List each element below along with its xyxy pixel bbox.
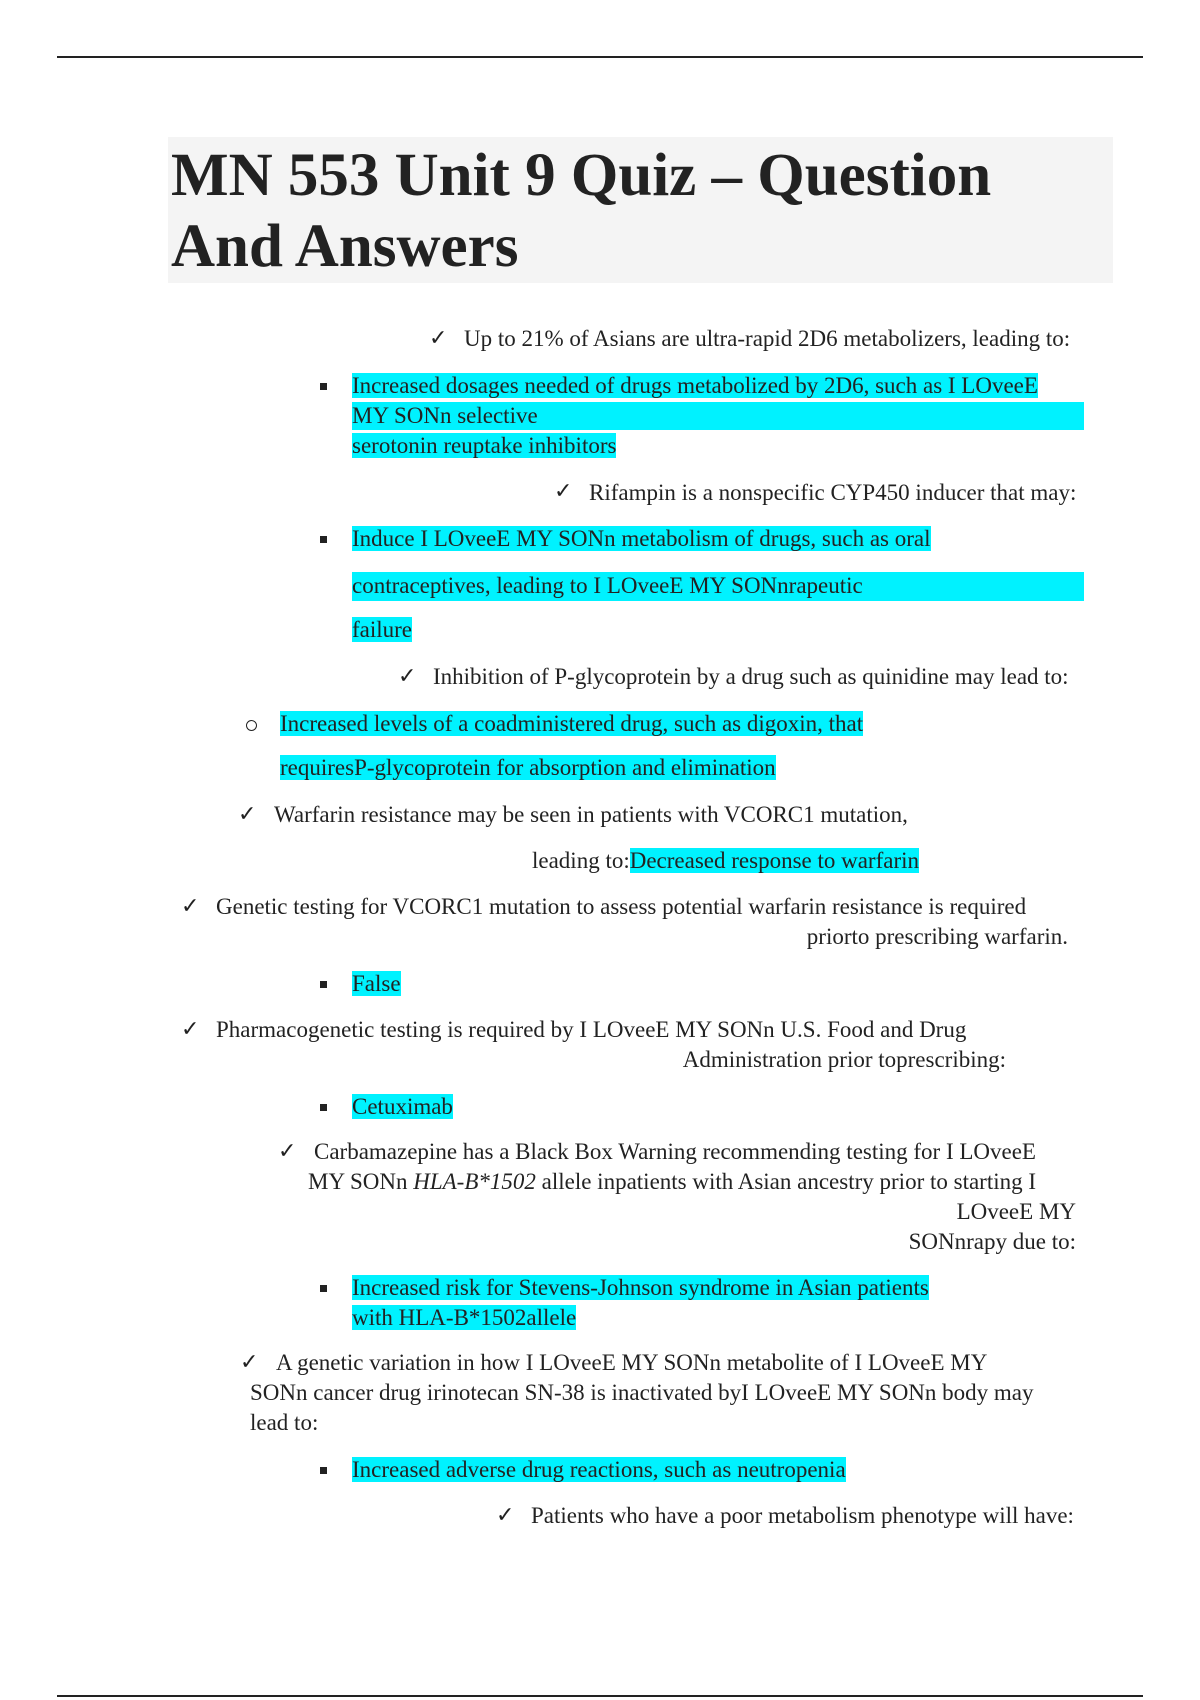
title-line-1: MN 553 Unit 9 Quiz – Question (171, 142, 992, 209)
answer-8: Increased adverse drug reactions, such as neutropenia (352, 1457, 846, 1482)
answer-3-line-1: Increased levels of a coadministered drug, such as digoxin, that (280, 711, 864, 736)
question-7-line-4: SONnrapy due to: (908, 1229, 1076, 1254)
question-5-line-1: Genetic testing for VCORC1 mutation to assess potential warfarin resistance is required (216, 894, 1027, 919)
answer-7-line-2: with HLA-B*1502allele (352, 1305, 577, 1330)
square-bullet-icon (320, 383, 327, 390)
check-icon: ✓ (554, 478, 573, 503)
answer-4: Decreased response to warfarin (629, 848, 920, 873)
square-bullet-icon (320, 536, 327, 543)
answer-1-line-2: MY SONn selective (352, 403, 538, 428)
square-bullet-icon (320, 981, 327, 988)
question-7-line-1: Carbamazepine has a Black Box Warning recommending testing for I LOveeE (314, 1139, 1036, 1164)
question-4-line-1: Warfarin resistance may be seen in patients with VCORC1 mutation, (274, 802, 908, 827)
page-title (171, 140, 991, 282)
check-icon: ✓ (429, 325, 448, 350)
answer-2-line-2: contraceptives, leading to I LOveeE MY SONnrapeutic (352, 573, 863, 598)
question-1: Up to 21% of Asians are ultra-rapid 2D6 metabolizers, leading to: (464, 326, 1071, 351)
top-rule (57, 56, 1143, 58)
question-6-line-2: Administration prior toprescribing: (682, 1047, 1006, 1072)
question-6-line-1: Pharmacogenetic testing is required by I LOveeE MY SONn U.S. Food and Drug (216, 1017, 967, 1042)
check-icon: ✓ (496, 1502, 515, 1527)
check-icon: ✓ (238, 801, 257, 826)
bottom-rule (57, 1695, 1143, 1697)
check-icon: ✓ (398, 663, 417, 688)
question-2: Rifampin is a nonspecific CYP450 inducer that may: (589, 480, 1077, 505)
answer-6: Cetuximab (352, 1094, 453, 1119)
question-7-line-3: LOveeE MY (956, 1199, 1076, 1224)
question-5-line-2: priorto prescribing warfarin. (806, 924, 1068, 949)
question-8-line-3: lead to: (250, 1410, 319, 1435)
question-4-line-2: leading to: (532, 848, 630, 873)
question-3: Inhibition of P-glycoprotein by a drug such as quinidine may lead to: (433, 664, 1069, 689)
square-bullet-icon (320, 1104, 327, 1111)
title-line-2: And Answers (171, 213, 519, 280)
square-bullet-icon (320, 1467, 327, 1474)
answer-1-line-1: Increased dosages needed of drugs metabolized by 2D6, such as I LOveeE (352, 373, 1038, 398)
check-icon: ✓ (181, 1016, 200, 1041)
question-9: Patients who have a poor metabolism phenotype will have: (531, 1503, 1074, 1528)
circle-bullet-icon (246, 720, 257, 731)
answer-5: False (352, 971, 401, 996)
question-7-line-2: MY SONn HLA-B*1502 allele inpatients with Asian ancestry prior to starting I (308, 1169, 1037, 1194)
answer-2-line-3: failure (352, 617, 413, 642)
check-icon: ✓ (278, 1138, 297, 1163)
question-8-line-2: SONn cancer drug irinotecan SN-38 is inactivated byI LOveeE MY SONn body may (250, 1380, 1034, 1405)
check-icon: ✓ (181, 893, 200, 918)
square-bullet-icon (320, 1285, 327, 1292)
answer-1-line-3: serotonin reuptake inhibitors (352, 433, 617, 458)
answer-3-line-2: requiresP-glycoprotein for absorption and elimination (280, 755, 776, 780)
gene-allele-name: HLA-B*1502 (413, 1169, 536, 1194)
answer-7-line-1: Increased risk for Stevens-Johnson syndrome in Asian patients (352, 1275, 929, 1300)
question-8-line-1: A genetic variation in how I LOveeE MY SONn metabolite of I LOveeE MY (276, 1350, 988, 1375)
check-icon: ✓ (240, 1349, 259, 1374)
answer-2-line-1: Induce I LOveeE MY SONn metabolism of drugs, such as oral (352, 526, 931, 551)
